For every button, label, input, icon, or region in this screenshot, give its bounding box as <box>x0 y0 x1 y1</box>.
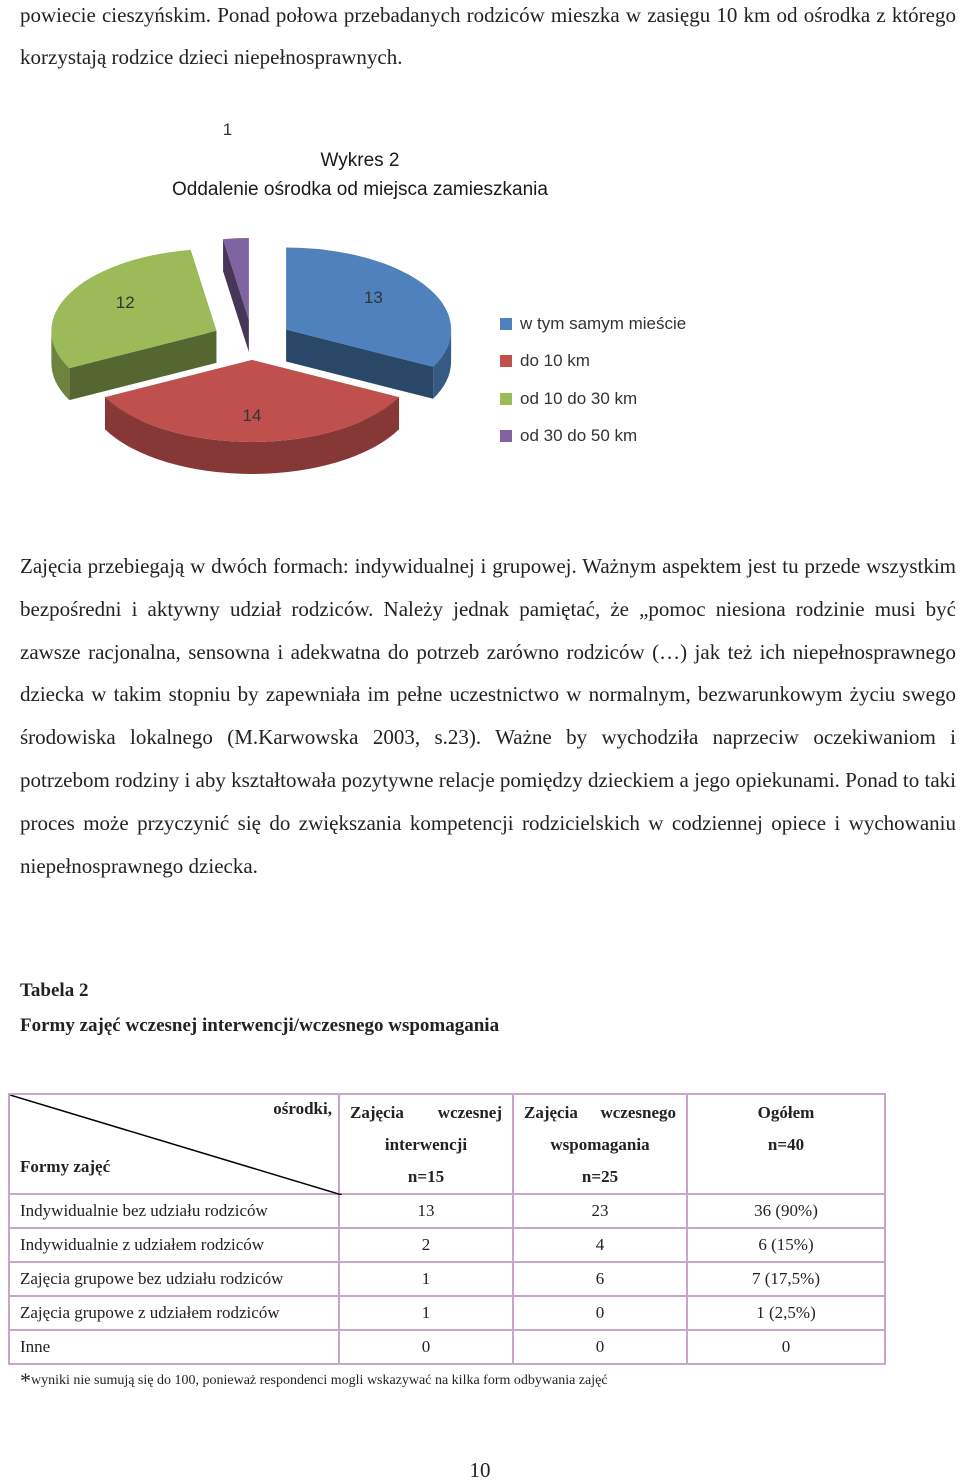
header-line: wspomagania <box>550 1135 650 1154</box>
cell-total: 7 (17,5%) <box>687 1262 885 1296</box>
legend-item-10-to-30km <box>500 380 686 418</box>
table-row <box>9 1330 885 1364</box>
pie-value-label: 12 <box>115 292 135 312</box>
forms-table <box>8 1093 886 1365</box>
page-number: 10 <box>469 1458 491 1482</box>
cell-intervention: 0 <box>339 1330 513 1364</box>
header-line: Ogółem <box>757 1103 815 1122</box>
row-label: Zajęcia grupowe bez udziału rodziców <box>9 1262 339 1296</box>
cell-intervention: 1 <box>339 1262 513 1296</box>
pie-value-label: 13 <box>363 287 383 307</box>
table-caption: Tabela 2 <box>20 980 89 1001</box>
row-label: Indywidualnie z udziałem rodziców <box>9 1228 339 1262</box>
legend-item-30-to-50km <box>500 418 686 456</box>
table-corner-cell <box>9 1094 339 1194</box>
table-row <box>9 1262 885 1296</box>
header-line: n=40 <box>767 1135 805 1154</box>
header-line: Zajęcia wczesnego <box>524 1103 676 1122</box>
header-line: n=15 <box>407 1167 445 1186</box>
corner-bottom-label: Formy zajęć <box>20 1157 111 1176</box>
row-label: Inne <box>9 1330 339 1364</box>
legend-label: od 30 do 50 km <box>520 426 638 446</box>
pie-slice-30-to-50km <box>223 238 249 352</box>
header-total <box>687 1094 885 1194</box>
legend-label: w tym samym mieście <box>520 313 687 333</box>
corner-top-label: ośrodki, <box>273 1099 332 1118</box>
header-line: interwencji <box>384 1135 468 1154</box>
pie-chart <box>0 0 960 520</box>
header-early-intervention <box>339 1094 513 1194</box>
table-title: Formy zajęć wczesnej interwencji/wczesnego wspomagania <box>20 1015 500 1036</box>
cell-intervention: 13 <box>339 1194 513 1228</box>
legend-swatch-icon <box>500 430 512 442</box>
cell-support: 0 <box>513 1296 687 1330</box>
legend-item-same-city <box>500 305 686 343</box>
cell-support: 4 <box>513 1228 687 1262</box>
cell-intervention: 1 <box>339 1296 513 1330</box>
cell-intervention: 2 <box>339 1228 513 1262</box>
legend-swatch-icon <box>500 355 512 367</box>
intro-paragraph: powiecie cieszyńskim. Ponad połowa przebadanych rodziców mieszka w zasięgu 10 km od ośrodka z którego korzystają rodzice dzieci niepełnosprawnych. <box>20 3 956 69</box>
footnote-star: * <box>20 1368 31 1393</box>
row-label: Indywidualnie bez udziału rodziców <box>9 1194 339 1228</box>
table-row <box>9 1296 885 1330</box>
cell-support: 23 <box>513 1194 687 1228</box>
cell-support: 6 <box>513 1262 687 1296</box>
row-label: Zajęcia grupowe z udziałem rodziców <box>9 1296 339 1330</box>
legend-label: do 10 km <box>520 351 590 371</box>
pie-value-label: 14 <box>242 405 262 425</box>
legend-item-up-to-10km <box>500 343 686 381</box>
body-paragraph: Zajęcia przebiegają w dwóch formach: indywidualnej i grupowej. Ważnym aspektem jest tu przede wszystkim bezpośredni i aktywny udział rodziców. Należy jednak pamiętać, że „pomoc niesiona rodzinie musi być zawsze racjonalna, sensowna i adekwatna do potrzeb zarówno rodziców (…) jak też ich niepełnosprawnego dziecka w takim stopniu by zapewniała im pełne uczestnictwo w normalnym, bezwarunkowym życiu swego środowiska lokalnego (M.Karwowska 2003, s.23). Ważne by wychodziła naprzeciw oczekiwaniom i potrzebom rodziny i aby kształtowała pozytywne relacje pomiędzy dzieckiem a jego opiekunami. Ponad to taki proces może przyczynić się do zwiększania kompetencji rodzicielskich w codziennej opiece i wychowaniu niepełnosprawnego dziecka. <box>20 554 956 878</box>
table-header-row <box>9 1094 885 1194</box>
cell-total: 1 (2,5%) <box>687 1296 885 1330</box>
table-row <box>9 1228 885 1262</box>
cell-support: 0 <box>513 1330 687 1364</box>
chart-legend <box>500 305 686 455</box>
footnote <box>20 1368 608 1394</box>
header-line: Zajęcia wczesnej <box>350 1103 502 1122</box>
chart-subtitle: Oddalenie ośrodka od miejsca zamieszkania <box>172 179 548 200</box>
legend-swatch-icon <box>500 393 512 405</box>
legend-label: od 10 do 30 km <box>520 388 638 408</box>
header-early-support <box>513 1094 687 1194</box>
chart-title: Wykres 2 <box>320 150 400 171</box>
footnote-text: wyniki nie sumują się do 100, ponieważ respondenci mogli wskazywać na kilka form odbywania zajęć <box>31 1373 608 1388</box>
cell-total: 6 (15%) <box>687 1228 885 1262</box>
table-row <box>9 1194 885 1228</box>
cell-total: 0 <box>687 1330 885 1364</box>
cell-total: 36 (90%) <box>687 1194 885 1228</box>
header-line: n=25 <box>581 1167 619 1186</box>
pie-value-label: 1 <box>222 120 233 140</box>
legend-swatch-icon <box>500 318 512 330</box>
